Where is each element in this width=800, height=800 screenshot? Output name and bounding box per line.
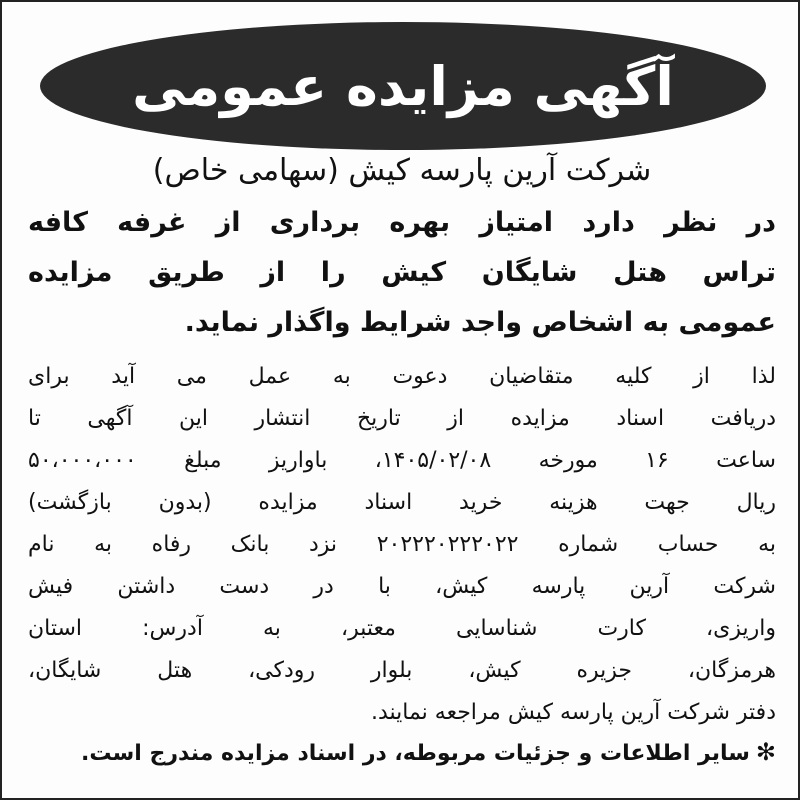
notice-title: آگهی مزایده عمومی: [132, 54, 674, 118]
body-line: لذا از کلیه متقاضیان دعوت به عمل می آید برای: [28, 364, 776, 389]
body-line: ساعت ۱۶ مورخه ۱۴۰۵/۰۲/۰۸، باواریز مبلغ ۵۰،۰۰۰،۰۰۰: [28, 448, 776, 473]
body-line: واریزی، کارت شناسایی معتبر، به آدرس: استان: [28, 616, 776, 641]
body-line: به حساب شماره ۲۰۲۲۲۰۲۲۲۰۲۲ نزد بانک رفاه به نام: [28, 532, 776, 557]
lead-line: تراس هتل شایگان کیش را از طریق مزایده: [28, 257, 776, 288]
body-line: شرکت آرین پارسه کیش، با در دست داشتن فیش: [28, 574, 776, 599]
company-name: شرکت آرین پارسه کیش (سهامی خاص): [152, 153, 652, 188]
body-paragraph: [28, 356, 776, 734]
lead-line: در نظر دارد امتیاز بهره برداری از غرفه کافه: [28, 207, 776, 238]
title-banner: [40, 22, 766, 150]
lead-line: عمومی به اشخاص واجد شرایط واگذار نماید.: [184, 307, 776, 338]
body-line: دفتر شرکت آرین پارسه کیش مراجعه نمایند.: [370, 700, 776, 725]
footer-note: [28, 732, 776, 774]
body-line: ریال جهت هزینه خرید اسناد مزایده (بدون بازگشت): [28, 490, 776, 515]
body-line: دریافت اسناد مزایده از تاریخ انتشار این آگهی تا: [28, 406, 776, 431]
asterisk-icon: ✻: [755, 738, 776, 766]
footer-text: سایر اطلاعات و جزئیات مربوطه، در اسناد مزایده مندرج است.: [81, 741, 750, 766]
body-line: هرمزگان، جزیره کیش، بلوار رودکی، هتل شایگان،: [28, 658, 776, 683]
lead-paragraph: [28, 198, 776, 348]
